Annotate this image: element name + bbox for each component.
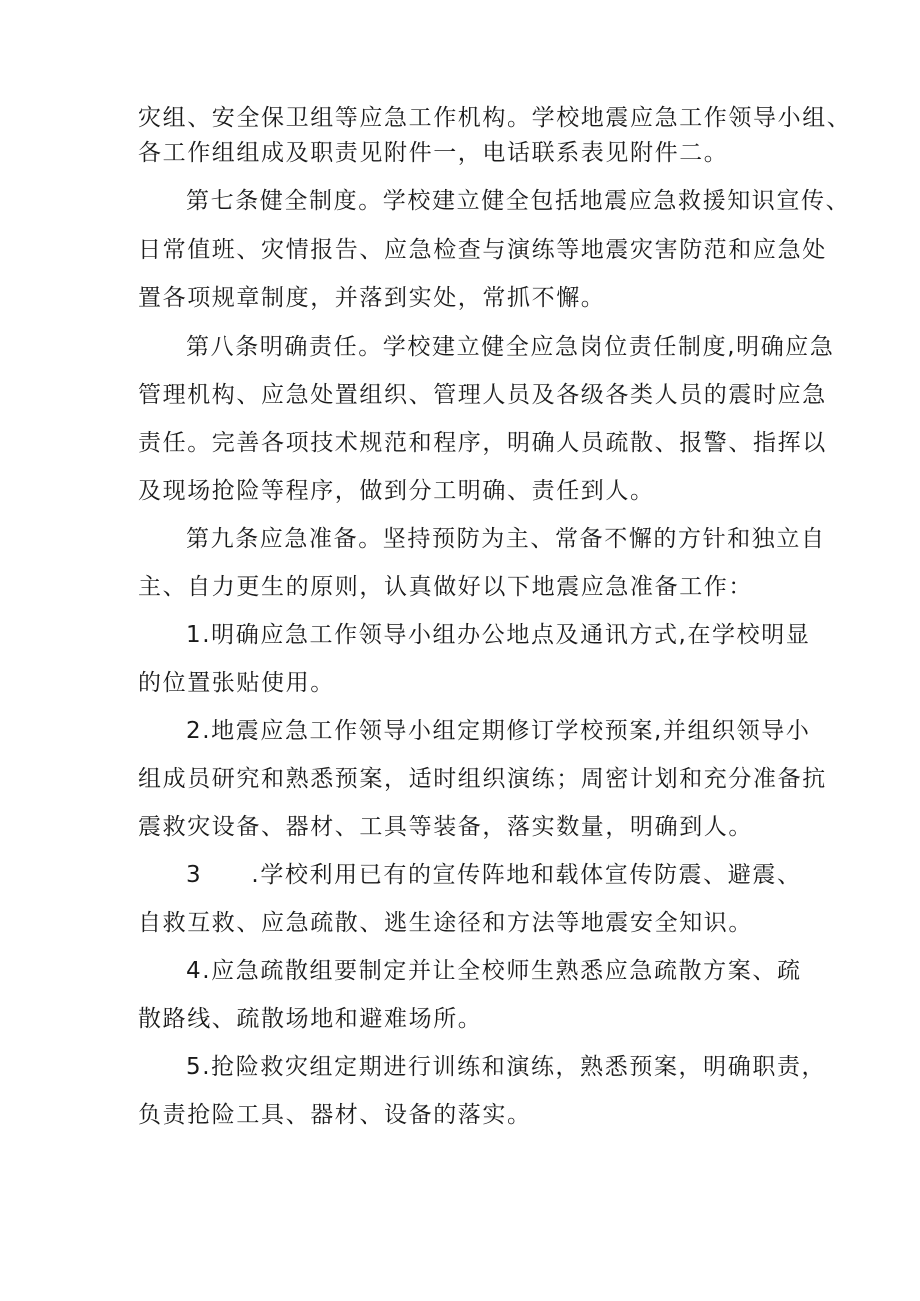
list-item-1: 1.明确应急工作领导小组办公地点及通讯方式,在学校明显: [186, 622, 811, 648]
paragraph-article-9: 第九条应急准备。坚持预防为主、常备不懈的方针和独立自: [186, 526, 826, 552]
text-line: 散路线、疏散场地和避难场所。: [138, 1006, 483, 1032]
text-line: 的位置张贴使用。: [138, 670, 335, 696]
text-line: 管理机构、应急处置组织、管理人员及各级各类人员的震时应急: [138, 382, 827, 408]
text-line: 震救灾设备、器材、工具等装备，落实数量，明确到人。: [138, 814, 753, 840]
list-item-5: 5.抢险救灾组定期进行训练和演练，熟悉预案，明确职责，: [186, 1054, 827, 1080]
list-item-4: 4.应急疏散组要制定并让全校师生熟悉应急疏散方案、疏: [186, 958, 802, 984]
paragraph-article-8: 第八条明确责任。学校建立健全应急岗位责任制度,明确应急: [186, 334, 835, 360]
list-item-3: 3 .学校利用已有的宣传阵地和载体宣传防震、避震、: [186, 862, 802, 888]
text-line: 主、自力更生的原则，认真做好以下地震应急准备工作：: [138, 574, 753, 600]
text-line: 自救互救、应急疏散、逃生途径和方法等地震安全知识。: [138, 910, 753, 936]
list-item-2: 2.地震应急工作领导小组定期修订学校预案,并组织领导小: [186, 718, 811, 744]
text-line: 组成员研究和熟悉预案，适时组织演练；周密计划和充分准备抗: [138, 766, 827, 792]
text-line: 责任。完善各项技术规范和程序，明确人员疏散、报警、指挥以: [138, 430, 827, 456]
text-line: 日常值班、灾情报告、应急检查与演练等地震灾害防范和应急处: [138, 237, 827, 263]
text-line: 各工作组组成及职责见附件一，电话联系表见附件二。: [138, 140, 729, 166]
text-line: 及现场抢险等程序，做到分工明确、责任到人。: [138, 478, 655, 504]
text-line: 灾组、安全保卫组等应急工作机构。学校地震应急工作领导小组、: [138, 105, 852, 131]
text-line: 置各项规章制度，并落到实处，常抓不懈。: [138, 285, 606, 311]
paragraph-article-7: 第七条健全制度。学校建立健全包括地震应急救援知识宣传、: [186, 188, 851, 214]
text-line: 负责抢险工具、器材、设备的落实。: [138, 1102, 532, 1128]
